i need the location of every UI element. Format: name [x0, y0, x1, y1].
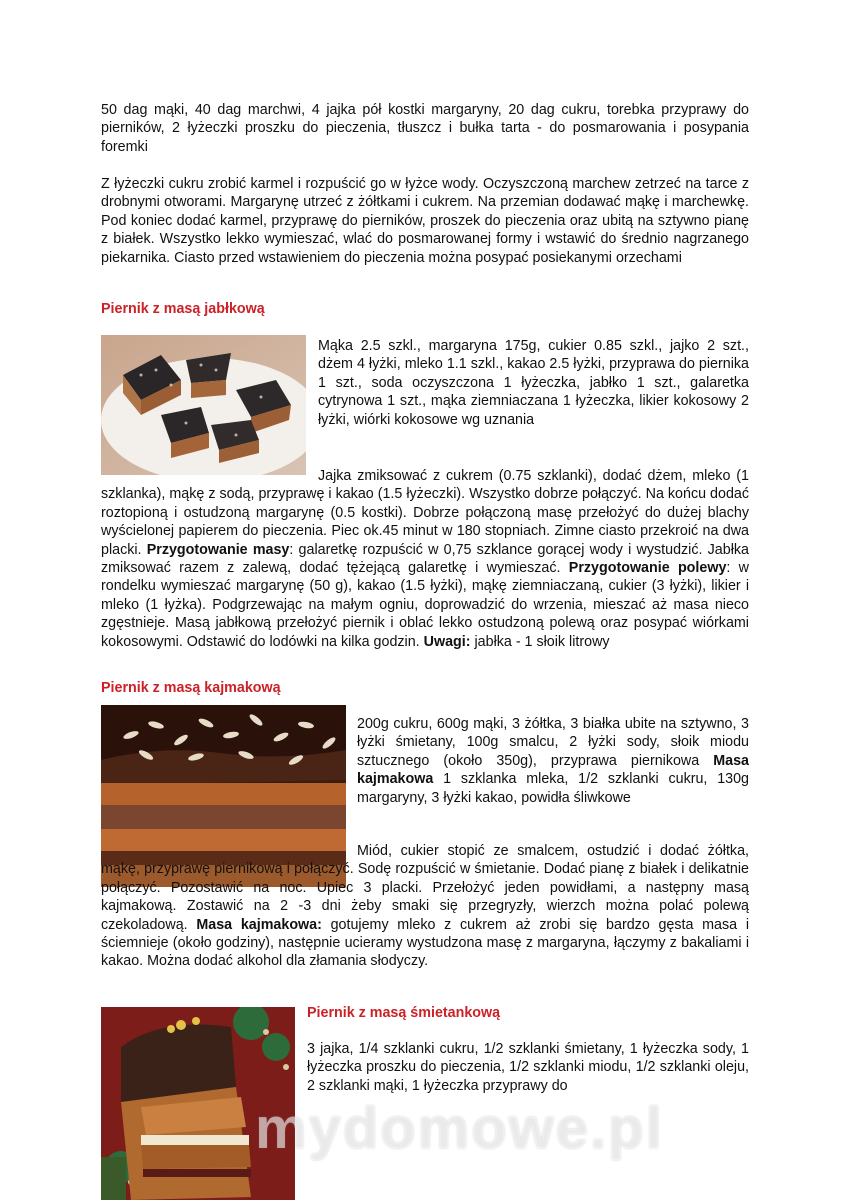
recipe1-label-polewa: Przygotowanie polewy	[568, 560, 727, 577]
recipe2-ingredients	[357, 715, 749, 807]
recipe1-method	[101, 467, 749, 651]
recipe1-label-masa: Przygotowanie masy	[146, 541, 290, 558]
intro-ingredients: 50 dag mąki, 40 dag marchwi, 4 jajka pół kostki margaryny, 20 dag cukru, torebka przyprawy do pierników, 2 łyżeczki proszku do pieczenia, tłuszcz i bułka tarta - do posmarowania i posypania foremki	[101, 102, 749, 155]
recipe2-label-masa: Masa kajmakowa	[357, 752, 749, 788]
recipe1-method-c: : w rondelku wymieszać margarynę (50 g), kakao (1.5 łyżki), mąkę ziemniaczaną, cukier (3 łyżki), likier i mleko (1 łyżka). Podgrzewając na małym ogniu, doprowadzić do wrzenia, mieszać aż masa nieco zgęstnieje. Masą jabłkową przełożyć piernik i oblać lekko ostudzoną polewą oraz posypać wiórkami kokosowymi. Odstawić do lodówki na kilka godzin.	[101, 560, 749, 650]
recipe1-method-d: jabłka - 1 słoik litrowy	[470, 633, 610, 650]
recipe-title-cream: Piernik z masą śmietankową	[307, 1005, 501, 1021]
recipe-title-kajmak: Piernik z masą kajmakową	[101, 680, 281, 696]
recipe2-label-masa2: Masa kajmakowa:	[196, 916, 322, 933]
recipe2-ingredients-b: 1 szklanka mleka, 1/2 szklanki cukru, 130g margaryny, 3 łyżki kakao, powidła śliwkowe	[357, 771, 749, 806]
recipe3-ingredients: 3 jajka, 1/4 szklanki cukru, 1/2 szklanki śmietany, 1 łyżeczka sody, 1 łyżeczka proszku do pieczenia, 1/2 szklanki miodu, 1/2 szklanki oleju, 2 szklanki mąki, 1 łyżeczka przyprawy do	[307, 1041, 749, 1094]
recipe2-method-a: Miód, cukier stopić ze smalcem, ostudzić i dodać żółtka, mąkę, przyprawę piernikową i połączyć. Sodę rozpuścić w śmietanie. Dodać pianę z białek i delikatnie połączyć. Pozostawić na noc. Upiec 3 placki. Przełożyć jeden powidłami, a następny masą kajmakową. Zostawić na 2 -3 dni żeby smaki się przegryzły, wierzch można polać polewą czekoladową.	[101, 843, 749, 933]
gingerbread-apple-photo	[101, 335, 306, 475]
intro-method: Z łyżeczki cukru zrobić karmel i rozpuścić go w łyżce wody. Oczyszczoną marchew zetrzeć na tarce z drobnymi otworami. Margarynę utrzeć z żółtkami i cukrem. Na przemian dodawać mąkę i marchewkę. Pod koniec dodać karmel, przyprawę do pierników, proszek do pieczenia oraz ubitą na sztywno pianę z białek. Wszystko lekko wymieszać, wlać do posmarowanej formy i wstawić do średnio nagrzanego piekarnika. Ciasto przed wstawieniem do pieczenia można posypać posiekanymi orzechami	[101, 176, 749, 266]
recipe1-ingredients: Mąka 2.5 szkl., margaryna 175g, cukier 0.85 szkl., jajko 2 szt., dżem 4 łyżki, mleko 1.1 szkl., kakao 2.5 łyżki, przyprawa do piernika 1 szt., soda oczyszczona 1 łyżeczka, jabłko 1 szt., galaretka cytrynowa 1 szt., mąka ziemniaczana 1 łyżeczka, likier kokosowy 2 łyżki, wiórki kokosowe wg uznania	[318, 338, 749, 428]
recipe2-method	[101, 842, 749, 971]
recipe1-method-a: Jajka zmiksować z cukrem (0.75 szklanki), dodać dżem, mleko (1 szklanka), mąkę z sodą, przyprawę i kakao (1.5 łyżeczki). Wszystko dobrze połączyć. Na końcu dodać roztopioną i ostudzoną margarynę (0.5 kostki). Dobrze połączoną masę przełożyć do dużej blachy wyścielonej papierem do pieczenia. Piec ok.45 minut w 180 stopniach. Zimne ciasto przekroić na dwa placki.	[101, 468, 749, 558]
recipe2-method-b: gotujemy mleko z cukrem aż zrobi się bardzo gęsta masa i ściemnieje (około godziny), następnie ucieramy wystudzona masę z margaryna, łączymy z bakaliami i kakao. Można dodać alkohol dla złamania słodyczy.	[101, 916, 749, 970]
recipe2-ingredients-a: 200g cukru, 600g mąki, 3 żółtka, 3 białka ubite na sztywno, 3 łyżki śmietany, 100g smalcu, 2 łyżki sody, słoik miodu sztucznego (około 350g), przyprawa piernikowa	[357, 716, 749, 769]
recipe-title-apple: Piernik z masą jabłkową	[101, 301, 265, 317]
recipe1-label-uwagi: Uwagi:	[423, 633, 471, 650]
recipe1-method-b: : galaretkę rozpuścić w 0,75 szklance gorącej wody i wystudzić. Jabłka zmiksować razem z zalewą, dodać tężejącą galaretkę i wymieszać.	[101, 541, 749, 577]
site-watermark: mydomowe.pl	[255, 1096, 664, 1161]
